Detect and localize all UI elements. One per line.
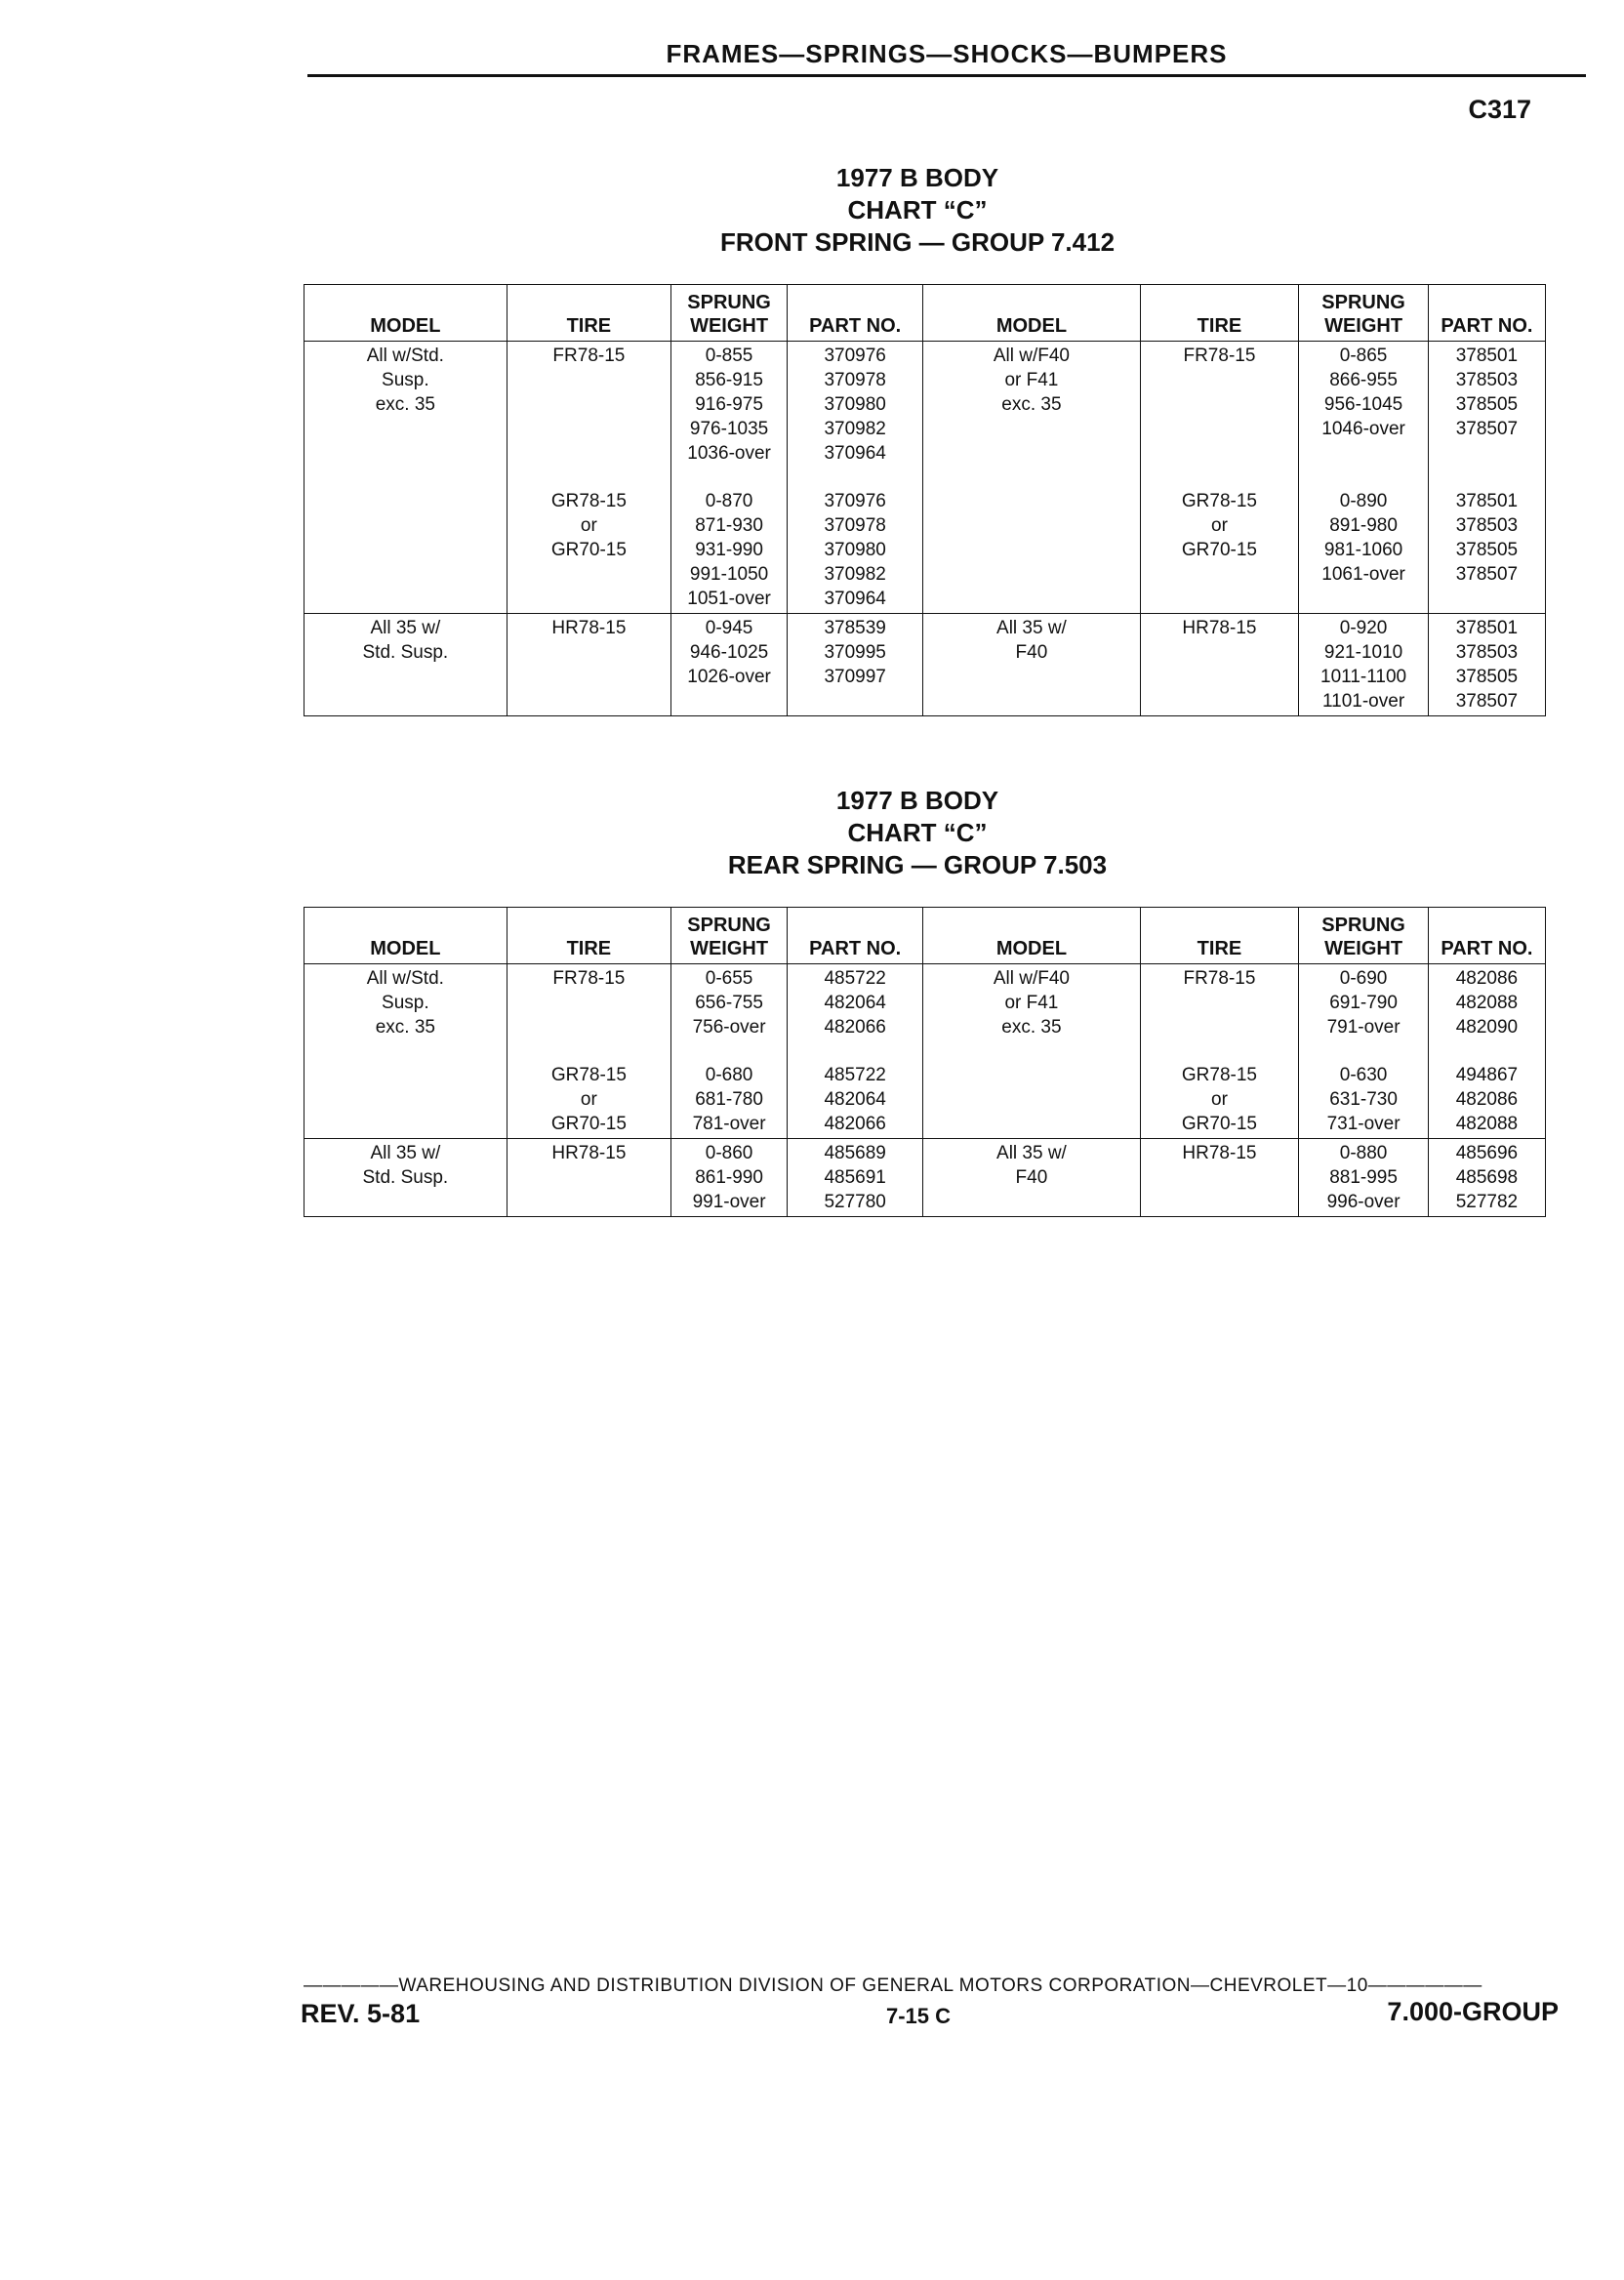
model-cell: All w/F40 <box>923 342 1140 369</box>
model-cell: exc. 35 <box>923 1015 1140 1039</box>
part-number-cell: 370980 <box>788 538 923 562</box>
table-row <box>304 1039 1546 1087</box>
part-number-cell: 378507 <box>1428 689 1545 716</box>
part-number-cell: 482088 <box>1428 991 1545 1015</box>
table-row <box>304 342 1546 369</box>
column-header-line: WEIGHT <box>690 315 769 337</box>
part-number-cell: 378503 <box>1428 368 1545 392</box>
part-number-cell: 482086 <box>1428 964 1545 992</box>
table-row <box>304 991 1546 1015</box>
sprung-weight-cell: 946-1025 <box>671 640 788 665</box>
table-row <box>304 417 1546 441</box>
column-header-line: SPRUNG <box>1321 292 1405 313</box>
part-number-cell: 370997 <box>788 665 923 689</box>
tire-cell: or <box>507 1087 670 1112</box>
column-header: TIRE <box>507 285 670 342</box>
sprung-weight-cell: 981-1060 <box>1299 538 1428 562</box>
model-cell <box>923 1039 1140 1087</box>
sprung-weight-cell <box>1299 587 1428 614</box>
sprung-weight-cell: 0-655 <box>671 964 788 992</box>
tire-cell: GR70-15 <box>507 1112 670 1139</box>
table-row <box>304 1087 1546 1112</box>
model-cell <box>304 562 508 587</box>
part-number-cell: 378501 <box>1428 342 1545 369</box>
part-number-cell: 494867 <box>1428 1039 1545 1087</box>
sprung-weight-cell: 1011-1100 <box>1299 665 1428 689</box>
model-cell: exc. 35 <box>304 1015 508 1039</box>
table-row <box>304 665 1546 689</box>
part-number-cell: 482088 <box>1428 1112 1545 1139</box>
column-header <box>1299 285 1428 342</box>
sprung-weight-cell: 1101-over <box>1299 689 1428 716</box>
model-cell: Susp. <box>304 991 508 1015</box>
column-header: MODEL <box>923 908 1140 964</box>
sprung-weight-cell: 0-680 <box>671 1039 788 1087</box>
part-number-cell: 370978 <box>788 368 923 392</box>
column-header: PART NO. <box>788 908 923 964</box>
column-header: MODEL <box>304 908 508 964</box>
table-row <box>304 513 1546 538</box>
sprung-weight-cell: 0-860 <box>671 1139 788 1166</box>
tire-cell <box>1140 991 1299 1015</box>
sprung-weight-cell: 791-over <box>1299 1015 1428 1039</box>
column-header-line: WEIGHT <box>690 938 769 959</box>
model-cell <box>304 1112 508 1139</box>
sprung-weight-cell: 1036-over <box>671 441 788 466</box>
model-cell <box>304 587 508 614</box>
part-number-cell: 482064 <box>788 1087 923 1112</box>
part-number-cell: 378505 <box>1428 665 1545 689</box>
tire-cell: GR78-15 <box>507 1039 670 1087</box>
part-number-cell: 485722 <box>788 1039 923 1087</box>
table-row <box>304 964 1546 992</box>
part-number-cell: 370964 <box>788 587 923 614</box>
page-code: C317 <box>1468 95 1531 124</box>
part-number-cell <box>788 689 923 716</box>
model-cell <box>923 417 1140 441</box>
sprung-weight-cell: 1061-over <box>1299 562 1428 587</box>
part-number-cell: 378507 <box>1428 417 1545 441</box>
tire-cell: or <box>1140 1087 1299 1112</box>
tire-cell <box>1140 417 1299 441</box>
tire-cell <box>1140 587 1299 614</box>
part-number-cell: 485722 <box>788 964 923 992</box>
table-row <box>304 441 1546 466</box>
sprung-weight-cell: 866-955 <box>1299 368 1428 392</box>
tire-cell <box>507 1165 670 1190</box>
part-number-cell: 378507 <box>1428 562 1545 587</box>
table-row <box>304 689 1546 716</box>
table-row <box>304 466 1546 513</box>
table-row <box>304 392 1546 417</box>
model-cell <box>923 1112 1140 1139</box>
rear-chart-title-line: CHART “C” <box>847 818 988 847</box>
tire-cell <box>507 562 670 587</box>
column-header-line: SPRUNG <box>687 915 771 936</box>
part-number-cell: 378539 <box>788 614 923 641</box>
tire-cell: FR78-15 <box>507 964 670 992</box>
table-row <box>304 538 1546 562</box>
part-number-cell: 482064 <box>788 991 923 1015</box>
model-cell <box>923 562 1140 587</box>
column-header-line: SPRUNG <box>687 292 771 313</box>
sprung-weight-cell: 881-995 <box>1299 1165 1428 1190</box>
part-number-cell: 485696 <box>1428 1139 1545 1166</box>
model-cell <box>304 1087 508 1112</box>
part-number-cell: 485698 <box>1428 1165 1545 1190</box>
model-cell <box>923 587 1140 614</box>
model-cell: Std. Susp. <box>304 1165 508 1190</box>
column-header: PART NO. <box>1428 908 1545 964</box>
model-cell <box>923 1190 1140 1217</box>
tire-cell <box>507 689 670 716</box>
front-spring-table <box>304 284 1546 716</box>
sprung-weight-cell: 891-980 <box>1299 513 1428 538</box>
sprung-weight-cell: 0-865 <box>1299 342 1428 369</box>
part-number-cell: 370978 <box>788 513 923 538</box>
tire-cell <box>507 991 670 1015</box>
sprung-weight-cell: 681-780 <box>671 1087 788 1112</box>
model-cell: or F41 <box>923 991 1140 1015</box>
model-cell <box>923 466 1140 513</box>
model-cell <box>304 1039 508 1087</box>
table-row <box>304 614 1546 641</box>
tire-cell: HR78-15 <box>1140 614 1299 641</box>
sprung-weight-cell <box>1299 441 1428 466</box>
tire-cell <box>1140 640 1299 665</box>
model-cell: Std. Susp. <box>304 640 508 665</box>
tire-cell <box>1140 562 1299 587</box>
model-cell: exc. 35 <box>304 392 508 417</box>
tire-cell: FR78-15 <box>1140 964 1299 992</box>
tire-cell <box>507 441 670 466</box>
revision-label: REV. 5-81 <box>301 1999 421 2028</box>
model-cell: F40 <box>923 1165 1140 1190</box>
model-cell <box>923 538 1140 562</box>
model-cell: or F41 <box>923 368 1140 392</box>
part-number-cell: 378501 <box>1428 614 1545 641</box>
sprung-weight-cell: 0-855 <box>671 342 788 369</box>
part-number-cell: 482066 <box>788 1112 923 1139</box>
part-number-cell: 378505 <box>1428 538 1545 562</box>
tire-cell <box>507 368 670 392</box>
tire-cell: HR78-15 <box>507 614 670 641</box>
tire-cell <box>507 1015 670 1039</box>
model-cell <box>304 417 508 441</box>
part-number-cell: 378503 <box>1428 513 1545 538</box>
part-number-cell: 370980 <box>788 392 923 417</box>
front-chart-heading <box>605 162 1230 259</box>
model-cell <box>923 1087 1140 1112</box>
model-cell: All w/F40 <box>923 964 1140 992</box>
tire-cell <box>1140 689 1299 716</box>
model-cell <box>923 441 1140 466</box>
sprung-weight-cell: 996-over <box>1299 1190 1428 1217</box>
model-cell <box>923 689 1140 716</box>
part-number-cell: 370976 <box>788 466 923 513</box>
model-cell: All 35 w/ <box>304 614 508 641</box>
sprung-weight-cell: 731-over <box>1299 1112 1428 1139</box>
model-cell <box>304 1190 508 1217</box>
sprung-weight-cell: 931-990 <box>671 538 788 562</box>
tire-cell <box>1140 1015 1299 1039</box>
tire-cell <box>1140 1190 1299 1217</box>
sprung-weight-cell: 781-over <box>671 1112 788 1139</box>
rear-spring-table <box>304 907 1546 1217</box>
front-chart-title-line: 1977 B BODY <box>835 163 999 192</box>
table-row <box>304 1139 1546 1166</box>
sprung-weight-cell: 976-1035 <box>671 417 788 441</box>
sprung-weight-cell: 856-915 <box>671 368 788 392</box>
tire-cell <box>507 640 670 665</box>
page-number: 7-15 C <box>886 2004 952 2028</box>
sprung-weight-cell: 861-990 <box>671 1165 788 1190</box>
tire-cell <box>1140 392 1299 417</box>
model-cell <box>923 513 1140 538</box>
sprung-weight-cell: 756-over <box>671 1015 788 1039</box>
part-number-cell: 370976 <box>788 342 923 369</box>
tire-cell: GR78-15 <box>507 466 670 513</box>
part-number-cell <box>1428 587 1545 614</box>
tire-cell <box>1140 665 1299 689</box>
model-cell <box>304 513 508 538</box>
group-label: 7.000-GROUP <box>1387 1997 1559 2026</box>
tire-cell: GR70-15 <box>1140 538 1299 562</box>
part-number-cell: 378501 <box>1428 466 1545 513</box>
column-header: PART NO. <box>788 285 923 342</box>
part-number-cell: 378505 <box>1428 392 1545 417</box>
table-row <box>304 1190 1546 1217</box>
sprung-weight-cell: 921-1010 <box>1299 640 1428 665</box>
sprung-weight-cell: 631-730 <box>1299 1087 1428 1112</box>
table-row <box>304 1015 1546 1039</box>
column-header: TIRE <box>1140 285 1299 342</box>
tire-cell: FR78-15 <box>507 342 670 369</box>
model-cell: All 35 w/ <box>923 1139 1140 1166</box>
part-number-cell: 378503 <box>1428 640 1545 665</box>
tire-cell <box>507 587 670 614</box>
table-row <box>304 1112 1546 1139</box>
tire-cell: FR78-15 <box>1140 342 1299 369</box>
table-row <box>304 368 1546 392</box>
tire-cell: GR78-15 <box>1140 1039 1299 1087</box>
column-header: MODEL <box>923 285 1140 342</box>
footer-division-line: —————WAREHOUSING AND DISTRIBUTION DIVISION OF GENERAL MOTORS CORPORATION—CHEVROLET—10—————— <box>304 1975 1482 1996</box>
table-row <box>304 562 1546 587</box>
sprung-weight-cell: 991-1050 <box>671 562 788 587</box>
sprung-weight-cell: 956-1045 <box>1299 392 1428 417</box>
sprung-weight-cell: 0-870 <box>671 466 788 513</box>
column-header <box>1299 908 1428 964</box>
table-row <box>304 1165 1546 1190</box>
model-cell <box>304 441 508 466</box>
model-cell: All 35 w/ <box>304 1139 508 1166</box>
tire-cell <box>1140 368 1299 392</box>
column-header: MODEL <box>304 285 508 342</box>
tire-cell: GR70-15 <box>507 538 670 562</box>
model-cell: All w/Std. <box>304 342 508 369</box>
part-number-cell: 485691 <box>788 1165 923 1190</box>
rear-chart-title-line: 1977 B BODY <box>835 786 999 815</box>
part-number-cell: 527782 <box>1428 1190 1545 1217</box>
section-title: FRAMES—SPRINGS—SHOCKS—BUMPERS <box>666 39 1228 68</box>
column-header: TIRE <box>507 908 670 964</box>
tire-cell: GR78-15 <box>1140 466 1299 513</box>
sprung-weight-cell: 0-890 <box>1299 466 1428 513</box>
sprung-weight-cell: 0-945 <box>671 614 788 641</box>
front-chart-title-line: FRONT SPRING — GROUP 7.412 <box>719 227 1116 257</box>
part-number-cell: 482086 <box>1428 1087 1545 1112</box>
model-cell <box>304 689 508 716</box>
sprung-weight-cell: 0-690 <box>1299 964 1428 992</box>
sprung-weight-cell: 0-920 <box>1299 614 1428 641</box>
sprung-weight-cell <box>671 689 788 716</box>
model-cell <box>304 466 508 513</box>
table-row <box>304 587 1546 614</box>
tire-cell <box>1140 1165 1299 1190</box>
part-number-cell: 370982 <box>788 417 923 441</box>
sprung-weight-cell: 871-930 <box>671 513 788 538</box>
model-cell: All w/Std. <box>304 964 508 992</box>
part-number-cell: 370982 <box>788 562 923 587</box>
column-header: PART NO. <box>1428 285 1545 342</box>
sprung-weight-cell: 0-880 <box>1299 1139 1428 1166</box>
column-header <box>671 908 788 964</box>
sprung-weight-cell: 0-630 <box>1299 1039 1428 1087</box>
part-number-cell: 485689 <box>788 1139 923 1166</box>
column-header: TIRE <box>1140 908 1299 964</box>
model-cell <box>304 538 508 562</box>
part-number-cell: 527780 <box>788 1190 923 1217</box>
tire-cell: HR78-15 <box>1140 1139 1299 1166</box>
sprung-weight-cell: 656-755 <box>671 991 788 1015</box>
column-header-line: WEIGHT <box>1324 938 1403 959</box>
sprung-weight-cell: 991-over <box>671 1190 788 1217</box>
part-number-cell: 370995 <box>788 640 923 665</box>
part-number-cell: 482090 <box>1428 1015 1545 1039</box>
tire-cell: or <box>1140 513 1299 538</box>
model-cell: All 35 w/ <box>923 614 1140 641</box>
model-cell: exc. 35 <box>923 392 1140 417</box>
part-number-cell: 370964 <box>788 441 923 466</box>
model-cell <box>923 665 1140 689</box>
sprung-weight-cell: 1026-over <box>671 665 788 689</box>
tire-cell <box>507 417 670 441</box>
part-number-cell <box>1428 441 1545 466</box>
tire-cell <box>507 1190 670 1217</box>
rear-chart-title-line: REAR SPRING — GROUP 7.503 <box>727 850 1108 879</box>
tire-cell: or <box>507 513 670 538</box>
model-cell: Susp. <box>304 368 508 392</box>
tire-cell <box>507 665 670 689</box>
tire-cell <box>1140 441 1299 466</box>
model-cell: F40 <box>923 640 1140 665</box>
sprung-weight-cell: 916-975 <box>671 392 788 417</box>
front-chart-title-line: CHART “C” <box>847 195 988 224</box>
tire-cell: HR78-15 <box>507 1139 670 1166</box>
column-header-line: WEIGHT <box>1324 315 1403 337</box>
part-number-cell: 482066 <box>788 1015 923 1039</box>
table-row <box>304 640 1546 665</box>
header-rule <box>307 74 1586 77</box>
rear-chart-heading <box>605 785 1230 881</box>
column-header-line: SPRUNG <box>1321 915 1405 936</box>
sprung-weight-cell: 691-790 <box>1299 991 1428 1015</box>
model-cell <box>304 665 508 689</box>
tire-cell <box>507 392 670 417</box>
sprung-weight-cell: 1051-over <box>671 587 788 614</box>
sprung-weight-cell: 1046-over <box>1299 417 1428 441</box>
tire-cell: GR70-15 <box>1140 1112 1299 1139</box>
column-header <box>671 285 788 342</box>
